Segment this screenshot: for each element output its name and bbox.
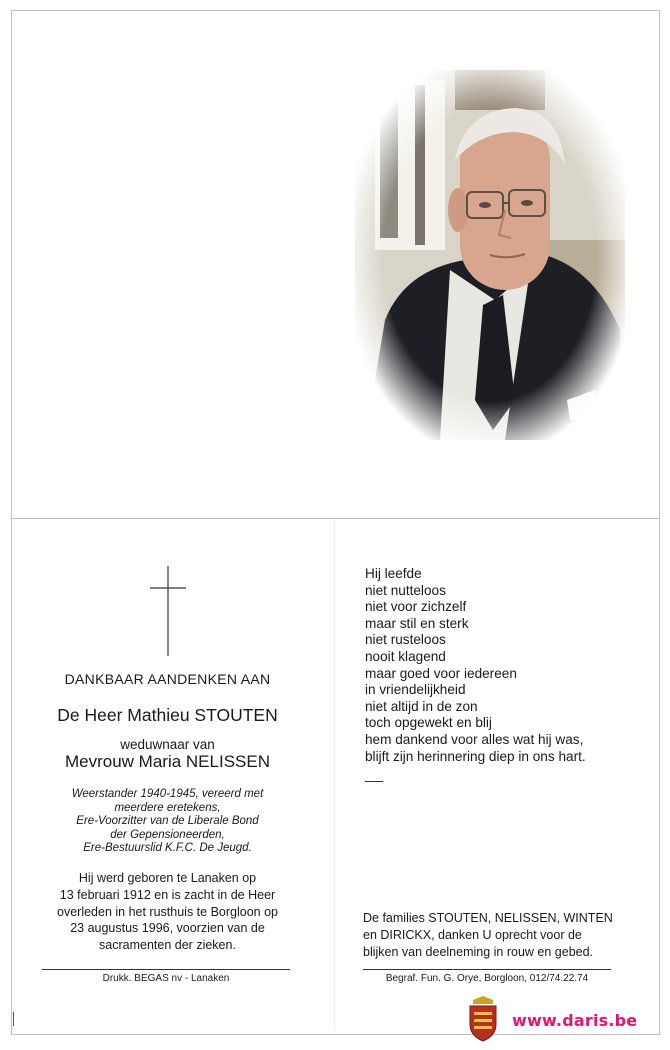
distinction-line: Weerstander 1940-1945, vereerd met [71, 788, 264, 800]
distinctions-block [20, 788, 315, 856]
biography-line: overleden in het rusthuis te Borgloon op [57, 904, 278, 919]
poem-line: maar stil en sterk [365, 615, 469, 631]
divider [363, 969, 611, 970]
poem-line: niet voor zichzelf [365, 599, 467, 615]
poem-line: niet rusteloos [365, 632, 446, 648]
poem-line: niet nutteloos [365, 582, 446, 598]
thanks-line: en DIRICKX, danken U oprecht voor de [363, 927, 582, 942]
distinction-line: der Gepensioneerden, [110, 828, 225, 841]
undertaker-credit: Begraf. Fun. G. Orye, Borgloon, 012/74.22.74 [385, 973, 589, 984]
fold-line [334, 520, 335, 1031]
portrait-photo [355, 70, 625, 440]
distinction-line: Ere-Bestuurslid K.F.C. De Jeugd. [83, 842, 252, 855]
edge-mark [13, 1012, 14, 1026]
poem-line: maar goed voor iedereen [365, 665, 517, 681]
website-link[interactable]: www.daris.be [512, 1011, 638, 1030]
thanks-block [363, 910, 633, 960]
poem-line: niet altijd in de zon [365, 698, 478, 714]
poem-line: hem dankend voor alles wat hij was, [365, 731, 584, 747]
memorial-heading: DANKBAAR AANDENKEN AAN [64, 671, 271, 687]
biography-line: 13 februari 1912 en is zacht in de Heer [59, 887, 276, 902]
printer-credit: Drukk. BEGAS nv - Lanaken [102, 973, 230, 984]
deceased-name: De Heer Mathieu STOUTEN [57, 705, 278, 725]
poem-line: nooit klagend [365, 648, 446, 664]
biography-line: sacramenten der zieken. [99, 938, 236, 953]
thanks-line: blijken van deelneming in rouw en gebed. [363, 944, 594, 959]
poem-line: toch opgewekt en blij [365, 715, 492, 731]
spouse-name: Mevrouw Maria NELISSEN [64, 752, 270, 771]
spouse-relation: weduwnaar van [120, 737, 215, 752]
poem-line: blijft zijn herinnering diep in ons hart. [365, 748, 586, 764]
thanks-line: De families STOUTEN, NELISSEN, WINTEN [363, 911, 613, 925]
distinction-line: meerdere eretekens, [114, 801, 221, 814]
poem-line: Hij leefde [365, 566, 422, 581]
biography-block [20, 870, 315, 954]
biography-line: Hij werd geboren te Lanaken op [78, 871, 257, 885]
distinction-line: Ere-Voorzitter van de Liberale Bond [76, 815, 259, 828]
poem-block [365, 566, 645, 765]
crest-icon [467, 996, 499, 1042]
poem-end-dash [365, 781, 383, 782]
biography-line: 23 augustus 1996, voorzien van de [70, 921, 265, 936]
cross-icon [150, 566, 186, 656]
divider [42, 969, 290, 970]
poem-line: in vriendelijkheid [365, 682, 466, 698]
